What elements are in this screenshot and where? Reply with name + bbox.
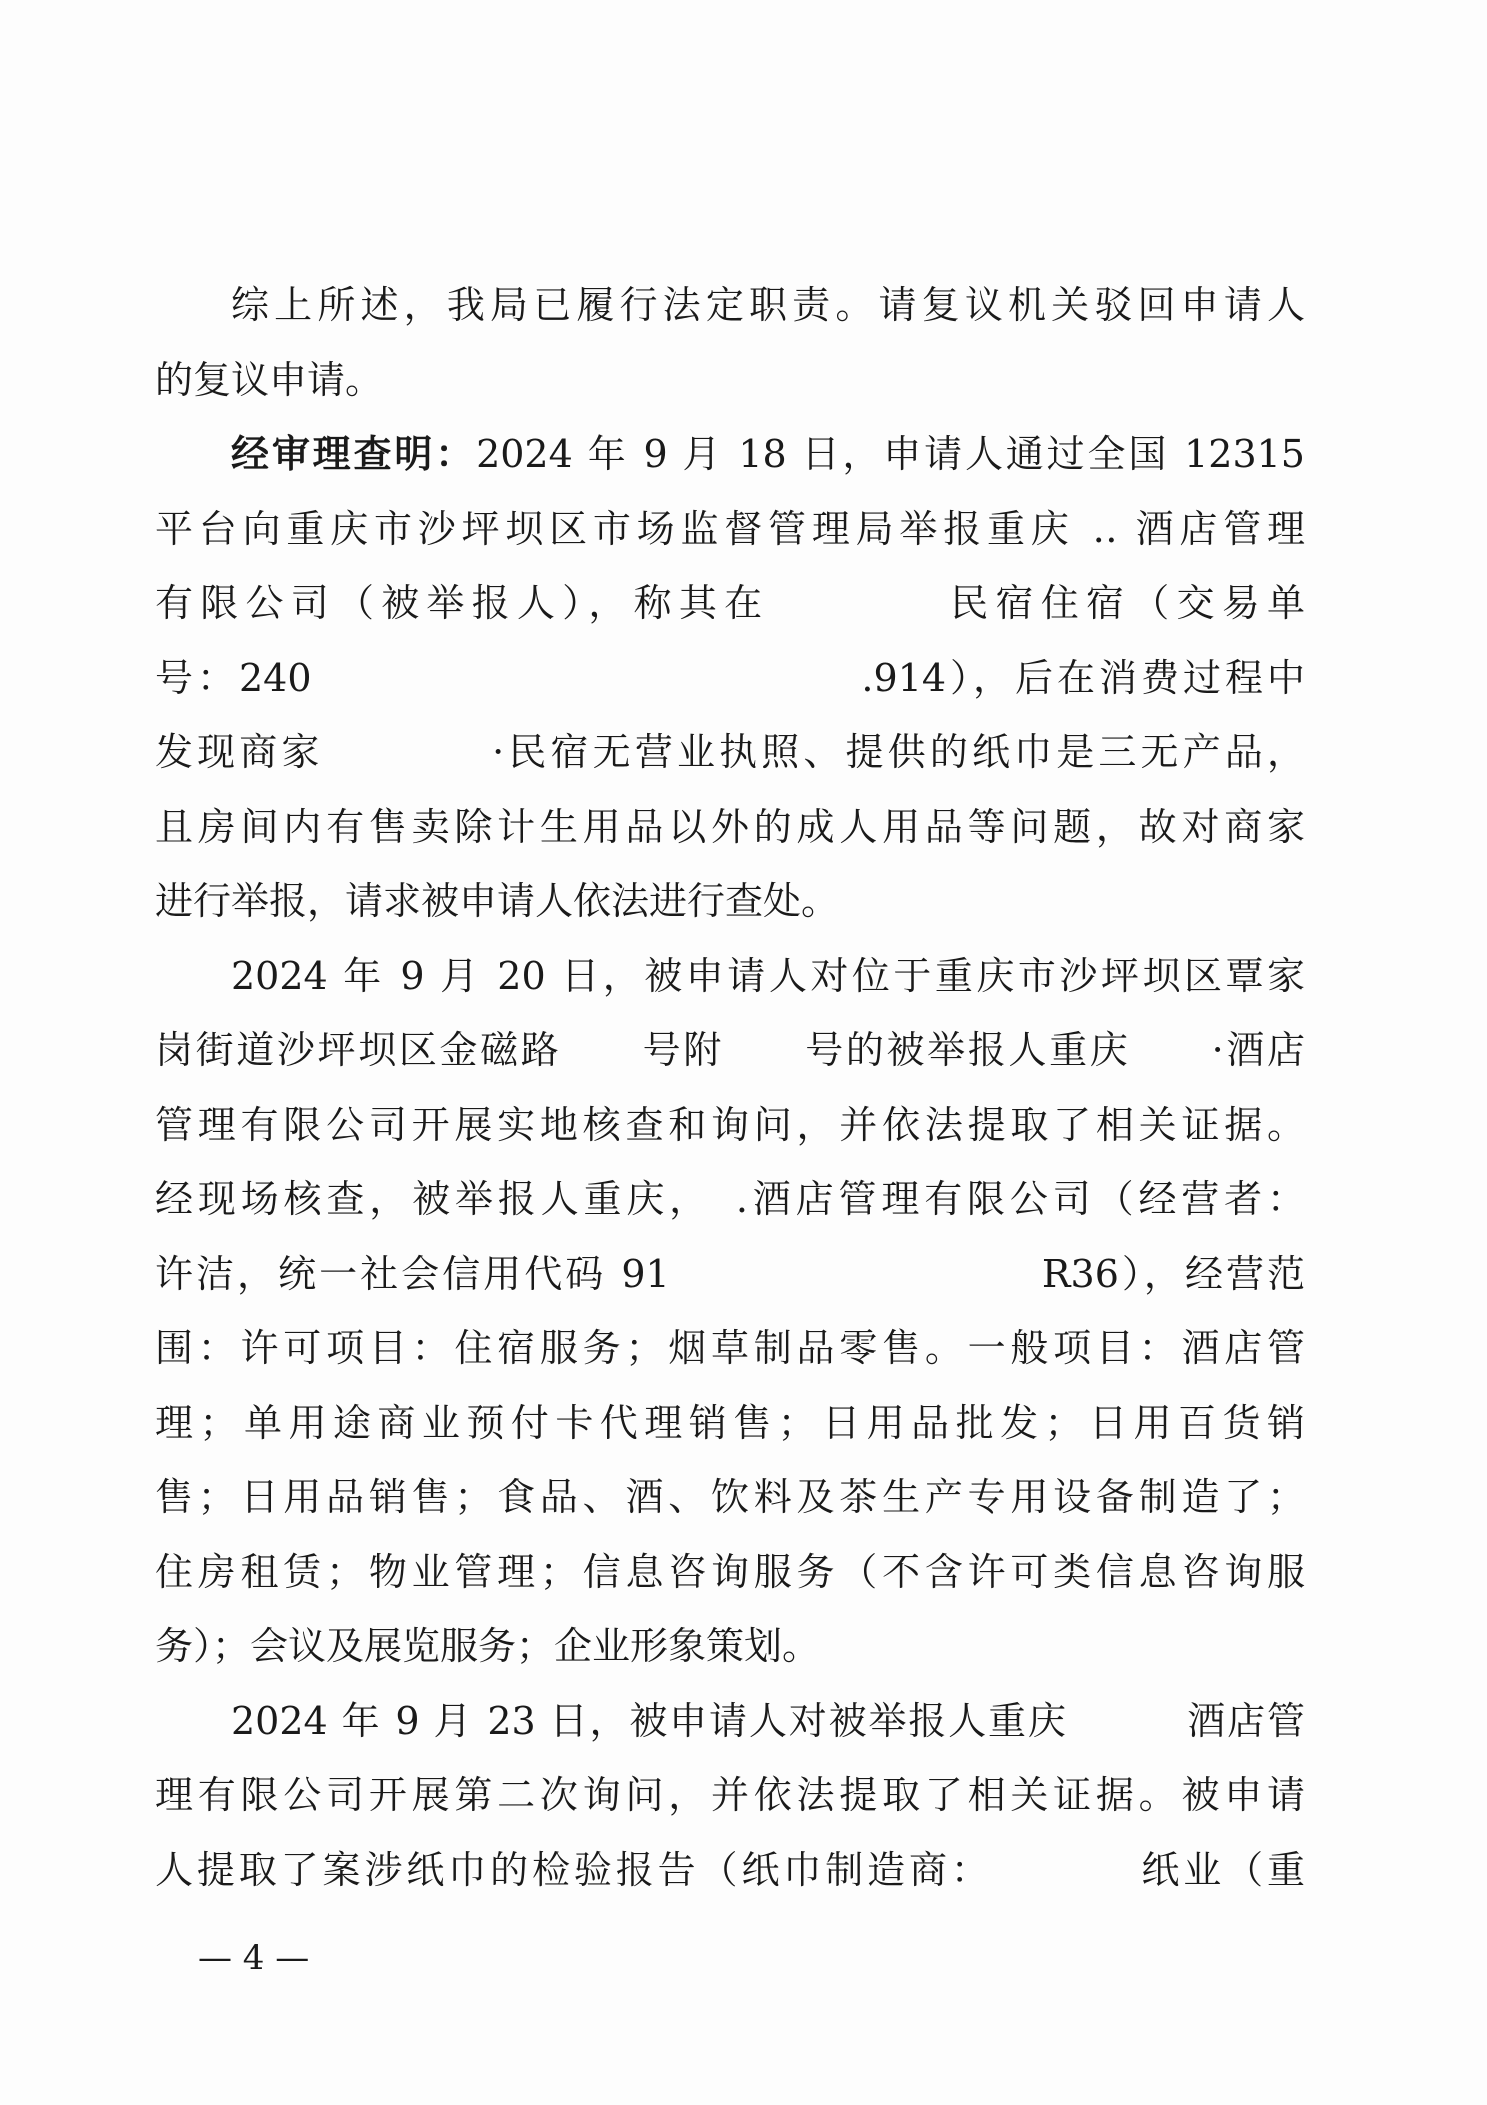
line-text: 许洁，统一社会信用代码 91 R36），经营范 <box>155 1251 1305 1296</box>
text-line <box>155 1684 1305 1759</box>
line-text: 围：许可项目：住宿服务；烟草制品零售。一般项目：酒店管 <box>155 1326 1305 1370</box>
line-text: 务）；会议及展览服务；企业形象策划。 <box>155 1624 821 1668</box>
line-text: 经现场核查，被举报人重庆， .酒店管理有限公司（经营者： <box>155 1177 1305 1221</box>
text-line <box>155 715 1305 790</box>
line-text: 号：240 .914），后在消费过程中 <box>155 655 1305 700</box>
text-line <box>155 939 1305 1014</box>
line-text: 综上所述，我局已履行法定职责。请复议机关驳回申请人 <box>231 283 1305 327</box>
text-line <box>155 268 1305 343</box>
text-line <box>155 566 1305 641</box>
line-text: 岗街道沙坪坝区金磁路 号附 号的被举报人重庆 ·酒店 <box>155 1028 1305 1072</box>
text-line <box>155 1311 1305 1386</box>
line-text: 管理有限公司开展实地核查和询问，并依法提取了相关证据。 <box>155 1102 1305 1147</box>
line-text: 且房间内有售卖除计生用品以外的成人用品等问题，故对商家 <box>155 804 1305 849</box>
line-text: 的复议申请。 <box>155 357 384 402</box>
line-text: 住房租赁；物业管理；信息咨询服务（不含许可类信息咨询服 <box>155 1549 1305 1594</box>
text-line <box>155 1386 1305 1461</box>
line-text: 进行举报，请求被申请人依法进行查处。 <box>155 879 840 923</box>
text-line <box>155 1013 1305 1088</box>
line-text: 2024 年 9 月 20 日，被申请人对位于重庆市沙坪坝区覃家 <box>231 953 1305 998</box>
line-text: 人提取了案涉纸巾的检验报告（纸巾制造商： 纸业（重 <box>155 1847 1305 1892</box>
text-line <box>155 790 1305 865</box>
text-line <box>155 1088 1305 1163</box>
text-line <box>155 1758 1305 1833</box>
text-line <box>155 1162 1305 1237</box>
text-line <box>155 343 1305 418</box>
line-text: 理；单用途商业预付卡代理销售；日用品批发；日用百货销 <box>155 1400 1305 1445</box>
line-text: 2024 年 9 月 18 日，申请人通过全国 12315 <box>476 432 1305 476</box>
line-text: 2024 年 9 月 23 日，被申请人对被举报人重庆 酒店管 <box>231 1698 1305 1743</box>
text-line <box>155 1460 1305 1535</box>
text-line <box>155 1833 1305 1908</box>
body-text <box>155 268 1305 1907</box>
text-line <box>155 492 1305 567</box>
line-text: 平台向重庆市沙坪坝区市场监督管理局举报重庆 ‥ 酒店管理 <box>155 506 1305 551</box>
text-line <box>155 1535 1305 1610</box>
text-line <box>155 1237 1305 1312</box>
text-line <box>155 864 1305 939</box>
text-line <box>155 1609 1305 1684</box>
page-number: — 4 — <box>198 1938 310 1978</box>
line-text: 理有限公司开展第二次询问，并依法提取了相关证据。被申请 <box>155 1773 1305 1817</box>
bold-heading: 经审理查明： <box>231 432 477 476</box>
line-text: 有限公司（被举报人），称其在 民宿住宿（交易单 <box>155 581 1305 625</box>
text-line <box>155 641 1305 716</box>
text-line <box>155 417 1305 492</box>
line-text: 售；日用品销售；食品、酒、饮料及茶生产专用设备制造了； <box>155 1475 1305 1519</box>
line-text: 发现商家 ·民宿无营业执照、提供的纸巾是三无产品， <box>155 730 1305 774</box>
